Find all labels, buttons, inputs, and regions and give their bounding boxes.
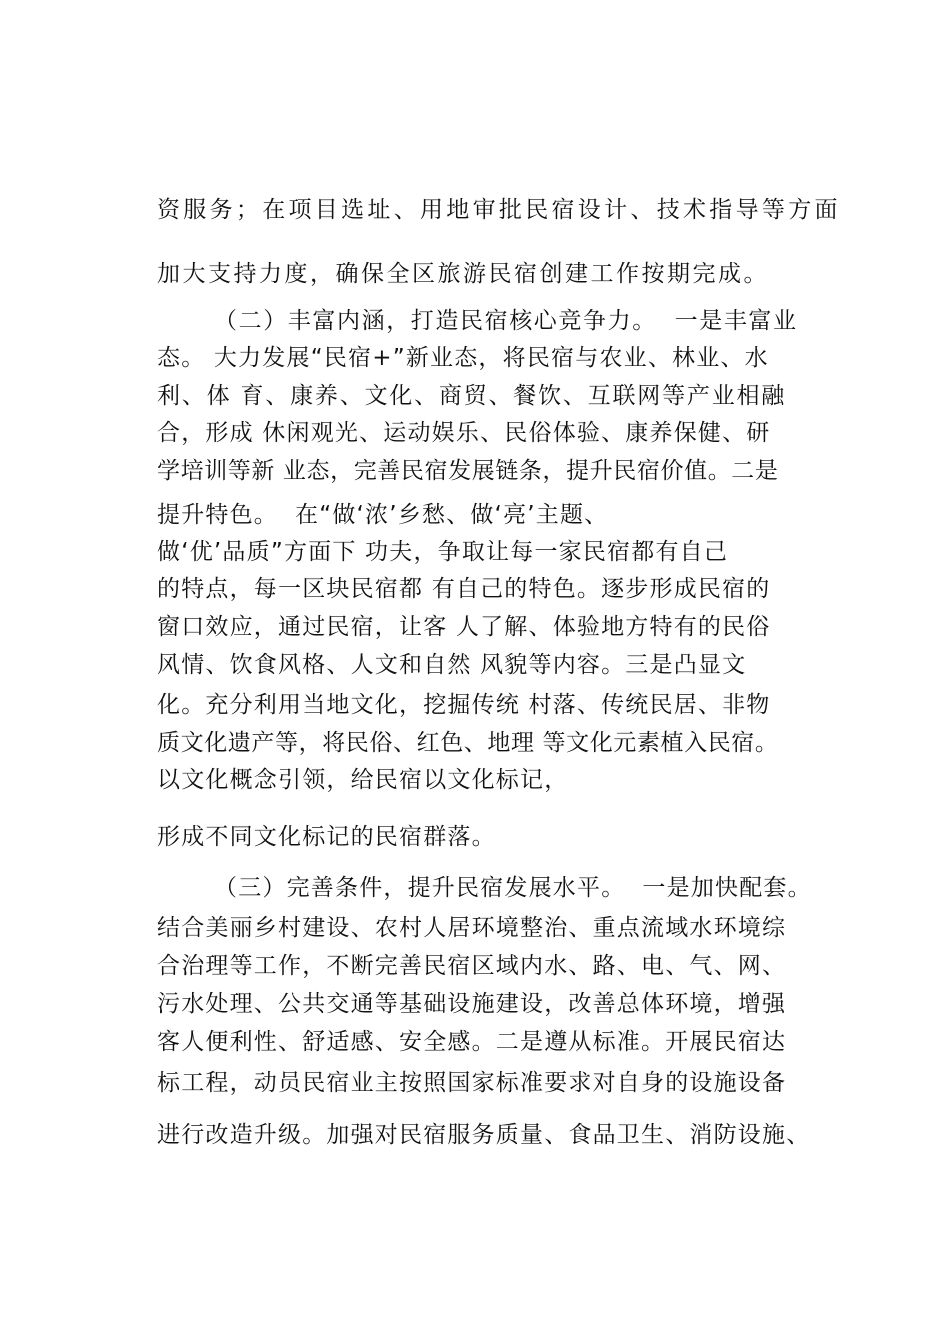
- text-line: 以文化概念引领，给民宿以文化标记，: [157, 767, 569, 793]
- text-line: 的特点，每一区块民宿都 有自己的特色。逐步形成民宿的: [157, 576, 771, 602]
- text-line: 做‘优’品质”方面下 功夫，争取让每一家民宿都有自己: [157, 539, 729, 565]
- text-line: 窗口效应，通过民宿，让客 人了解、体验地方特有的民俗: [157, 614, 771, 640]
- text-line: 标工程，动员民宿业主按照国家标准要求对自身的设施设备: [157, 1070, 787, 1096]
- text-line: 形成不同文化标记的民宿群落。: [157, 824, 496, 850]
- text-line: 化。充分利用当地文化，挖掘传统 村落、传统民居、非物: [157, 692, 771, 718]
- text-line: 学培训等新 业态，完善民宿发展链条，提升民宿价值。二是: [157, 458, 779, 484]
- text-line: 结合美丽乡村建设、农村人居环境整治、重点流域水环境综: [157, 915, 787, 941]
- text-line: 利、体 育、康养、文化、商贸、餐饮、互联网等产业相融: [157, 383, 787, 409]
- text-line: 态。 大力发展“民宿+”新业态，将民宿与农业、林业、水: [157, 345, 769, 371]
- section-heading: （三）完善条件，提升民宿发展水平。 一是加快配套。: [214, 875, 812, 901]
- text-line: 加大支持力度，确保全区旅游民宿创建工作按期完成。: [157, 261, 769, 287]
- text-line: 资服务；在项目选址、用地审批民宿设计、技术指导等方面: [157, 197, 841, 223]
- text-line: 质文化遗产等，将民俗、红色、地理 等文化元素植入民宿。: [157, 730, 779, 756]
- text-line: 风情、饮食风格、人文和自然 风貌等内容。三是凸显文: [157, 652, 747, 678]
- text-line: 提升特色。 在“做‘浓’乡愁、做‘亮’主题、: [157, 502, 609, 528]
- text-line: 合治理等工作，不断完善民宿区域内水、路、电、气、网、: [157, 953, 787, 979]
- section-heading: （二）丰富内涵，打造民宿核心竞争力。 一是丰富业: [214, 308, 798, 334]
- text-line: 进行改造升级。加强对民宿服务质量、食品卫生、消防设施、: [157, 1122, 811, 1148]
- text-line: 合，形成 休闲观光、运动娱乐、民俗体验、康养保健、研: [157, 420, 771, 446]
- text-line: 污水处理、公共交通等基础设施建设，改善总体环境，增强: [157, 991, 787, 1017]
- text-line: 客人便利性、舒适感、安全感。二是遵从标准。开展民宿达: [157, 1029, 787, 1055]
